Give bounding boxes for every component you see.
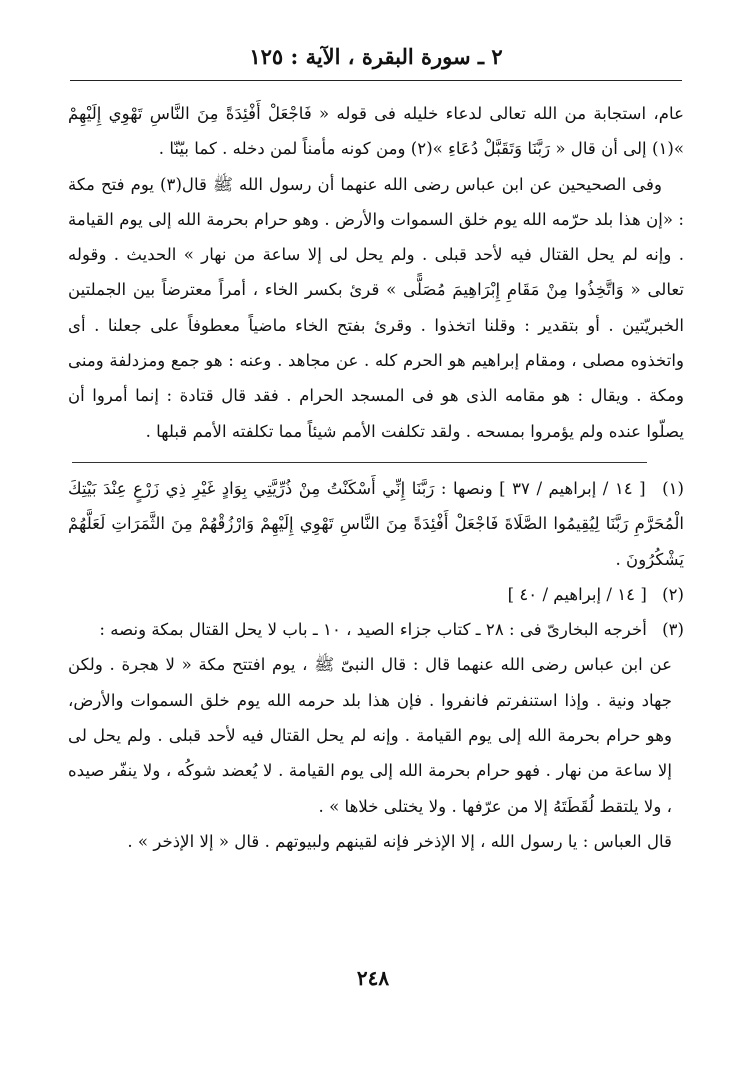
main-line: الخبريّتين . أو بتقدير : وقلنا اتخذوا . وقرئ بفتح الخاء ماضياً معطوفاً على جعلنا . أى (68, 315, 684, 335)
footnote-hadith-text: قال العباس : يا رسول الله ، إلا الإذخر فإنه لقينهم ولبيوتهم . قال « إلا الإذخر » . (127, 831, 672, 851)
main-line: وفى الصحيحين عن ابن عباس رضى الله عنهما أن رسول الله ﷺ قال(٣) يوم فتح مكة : (68, 174, 684, 229)
footnote-text: [ ١٤ / إبراهيم / ٤٠ ] (507, 584, 647, 604)
footnote (68, 471, 684, 577)
main-line: واتخذوه مصلى ، ومقام إبراهيم هو الحرم كله . عن مجاهد . وعنه : هو جمع ومزدلفة ومنى (68, 351, 684, 371)
footnote-number: (٢) (662, 584, 684, 604)
footnote-number: (٣) (662, 620, 684, 640)
running-header: ٢ ـ سورة البقرة ، الآية : ١٢٥ (249, 44, 503, 69)
footnote (68, 577, 684, 612)
main-line: « وَاتَّخِذُوا مِنْ مَقَامِ إِبْرَاهِيمَ مُصَلًّى » قرئ بكسر الخاء ، أمراً معترضاً بين الجملتين (68, 280, 641, 300)
main-line: عام، استجابة من الله تعالى لدعاء خليله فى قوله « فَاجْعَلْ أَفْئِدَةً مِنَ النَّاسِ تَهْوِي إِلَيْهِمْ »(١) (68, 104, 684, 159)
footnote-text: أخرجه البخارىّ فى : ٢٨ ـ كتاب جزاء الصيد ، ١٠ ـ باب لا يحل القتال بمكة ونصه : (99, 620, 647, 640)
main-paragraph (68, 96, 684, 167)
header-divider (70, 80, 682, 81)
footnote-text: [ ١٤ / إبراهيم / ٣٧ ] ونصها : رَبَّنَا إِنِّي أَسْكَنْتُ مِنْ ذُرِّيَّتِي بِوَادٍ غَيْرِ ذِي زَرْعٍ عِنْدَ بَيْتِكَ الْمُحَرَّمِ رَبَّنَا لِيُقِيمُوا الصَّلَاةَ فَاجْعَلْ أَفْئِدَةً مِنَ النَّاسِ تَهْوِي إِلَيْهِمْ وَارْزُقْهُمْ مِنَ الثَّمَرَاتِ لَعَلَّهُمْ يَشْكُرُونَ . (68, 478, 684, 569)
footnotes (68, 471, 684, 859)
main-line: وإنه لم يحل القتال فيه لأحد قبلى . ولم يحل لى إلا ساعة من نهار » الحديث . وقوله تعالى (68, 245, 685, 300)
page-number: ٢٤٨ (356, 966, 390, 990)
main-line: إلى أن قال « رَبَّنَا وَتَقَبَّلْ دُعَاءِ »(٢) ومن كونه مأمناً لمن دخله . كما بيّنّا . (158, 139, 647, 159)
main-text (68, 96, 684, 449)
main-line: ومكة . ويقال : هو مقامه الذى هو فى المسجد الحرام . فقد قال قتادة : إنما أمروا أن يصلّوا (68, 386, 684, 441)
footnote-divider (72, 462, 647, 463)
footnote-hadith-text: عن ابن عباس رضى الله عنهما قال : قال النبىّ ﷺ ، يوم افتتح مكة « لا هجرة . ولكن جهاد ونية . وإذا استنفرتم فانفروا . فإن هذا بلد حرمه الله يوم خلق السموات والأرض، وهو حرام بحرمة الله إلى يوم القيامة . وإنه لم يحل القتال فيه لأحد قبلى . ولم يحل لى إلا ساعة من نهار . فهو حرام بحرمة الله إلى يوم القيامة . لا يُعضد شوكُه ، ولا ينفّر صيده ، ولا يلتقط لُقَطَتَهُ إلا من عرّفها . ولا يختلى خلاها » . (68, 655, 672, 816)
footnote-number: (١) (662, 478, 685, 498)
footnote (68, 612, 684, 859)
main-line: «إن هذا بلد حرّمه الله يوم خلق السموات والأرض . وهو حرام بحرمة الله إلى يوم القيامة . (68, 209, 684, 265)
main-paragraph (68, 167, 684, 449)
main-line: عنده ولم يؤمروا بمسحه . ولقد تكلفت الأمم شيئاً مما تكلفته الأمم قبلها . (145, 421, 642, 441)
